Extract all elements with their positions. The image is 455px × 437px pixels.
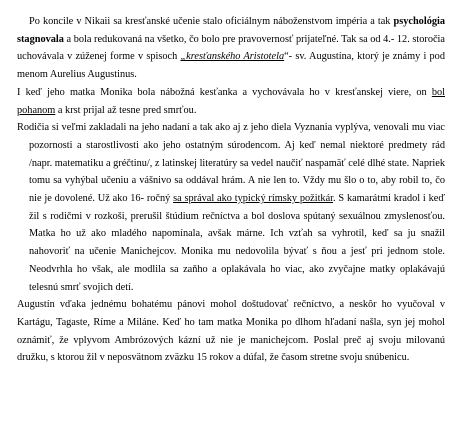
- underlined-phrase-pohanom: bol pohanom: [17, 86, 445, 116]
- underlined-phrase-aristotela: „kresťanského Aristotela: [180, 51, 285, 63]
- underlined-phrase-pozitkar: sa správal ako typický rímsky požitkár: [173, 193, 334, 205]
- text-run: Po koncile v Nikaii sa kresťanské učenie stalo oficiálnym náboženstvom impéria a tak: [29, 16, 394, 27]
- text-run: a krst prijal až tesne pred smrťou.: [55, 104, 197, 116]
- document-body: [17, 13, 445, 367]
- bold-phrase-psychologia: psychológia stagnovala: [17, 16, 445, 45]
- paragraph-koncil: [17, 13, 445, 84]
- text-run: . S kamarátmi kradol i keď žil s rodičmi v rozkoši, prerušil štúdium rečníctva a bol doslova spútaný sexuálnou zmyslenosťou. Matka ho už ako mladého napomínala, avšak márne. Ich vzťah sa vyhrotil, keď sa ju snažil nahovoriť na učenie Manichejcov. Monika mu nedovolila bývať s ňou a jesť pri jednom stole. Neodvrhla ho však, ale modlila sa zaňho a oplakávala ho viac, ako zvyčajne matky oplakávajú telesnú smrť svojich detí.: [29, 193, 445, 293]
- text-run: a bola redukovaná na všetko, čo bolo pre pravovernosť prijateľné. Tak sa od 4.- 12. storočia uchovávala v zúženej forme v spisoch: [17, 33, 445, 63]
- paragraph-augustin: [17, 296, 445, 367]
- paragraph-monika: [17, 84, 445, 119]
- paragraph-rodicia: [17, 119, 445, 296]
- text-run: Augustín vďaka jednému bohatému pánovi mohol doštudovať rečníctvo, a neskôr ho vyučoval v Kartágu, Tagaste, Ríme a Miláne. Keď ho tam matka Monika po dlhom hľadaní našla, syn jej mohol oznámiť, že vplyvom Ambrózových kázní už nie je manichejcom. Poslal preč aj svoju milovanú družku, s ktorou žil v neposvätnom zväzku 15 rokov a dúfal, že časom stretne svoju snúbenicu.: [17, 299, 445, 364]
- text-run: Rodičia si veľmi zakladali na jeho nadaní a tak ako aj z jeho diela Vyznania vyplýva, venovali mu viac pozornosti a starostlivosti ako jeho ostatným súrodencom. Aj keď nemal niektoré predmety rád /napr. matematiku a gréčtinu/, z latinskej literatúry sa vedel naučiť naspamäť celé dlhé state. Napriek tomu sa vyhýbal učeniu a vášnivo sa oddával hrám. A nie len to. Vždy mu šlo o to, aby robil to, čo nie je dovolené. Už ako 16- ročný: [17, 122, 445, 205]
- text-run: I keď jeho matka Monika bola nábožná kesťanka a vychovávala ho v kresťanskej viere, on: [17, 86, 432, 98]
- text-run: “- sv. Augustína, ktorý je známy i pod menom Aurelius Augustinus.: [17, 51, 445, 81]
